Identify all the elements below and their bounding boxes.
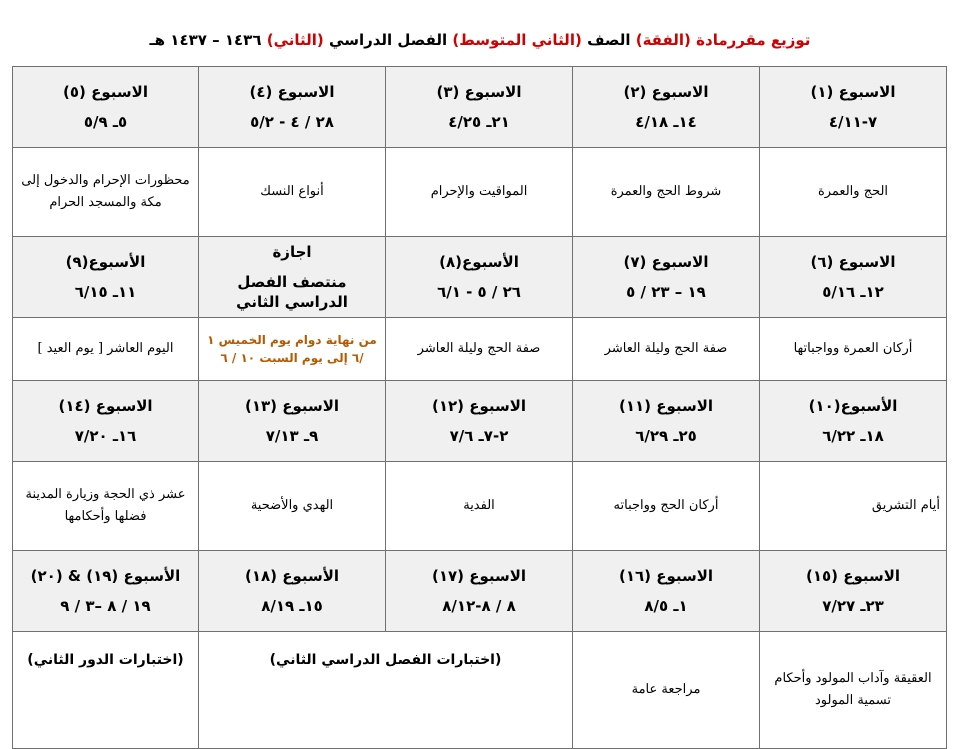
topic-cell: [573, 632, 760, 749]
week-date: ٢٦ / ٥ - ٦/١: [437, 283, 521, 301]
topic-text: الهدي والأضحية: [250, 498, 334, 513]
week-date: ١٥ـ ٨/١٩: [261, 597, 323, 615]
week-cell: [386, 237, 573, 318]
week-date: ٧-٤/١١: [828, 113, 878, 131]
week-date: ١٢ـ ٥/١٦: [822, 283, 884, 301]
title-part-3: الصف: [587, 31, 631, 49]
topic-cell: [573, 462, 760, 551]
week-cell: [199, 551, 386, 632]
topic-text: أنواع النسك: [260, 184, 324, 199]
topic-row: [13, 632, 947, 749]
topic-text: العقيقة وآداب المولود وأحكام تسمية المولود: [774, 671, 932, 708]
week-cell: [13, 237, 199, 318]
page-title: [0, 30, 960, 50]
week-label: الاسبوع (١٦): [618, 567, 714, 585]
title-part-4: (الثاني المتوسط): [452, 31, 582, 49]
week-cell: [386, 381, 573, 462]
week-label: الاسبوع (١٥): [805, 567, 901, 585]
week-cell: [573, 551, 760, 632]
topic-cell: [760, 462, 947, 551]
topic-cell: [13, 462, 199, 551]
week-date: ١١ـ ٦/١٥: [74, 283, 137, 301]
topic-text: محظورات الإحرام والدخول إلى مكة والمسجد الحرام: [21, 173, 190, 210]
topic-text: صفة الحج وليلة العاشر: [417, 341, 541, 356]
topic-cell: [386, 318, 573, 381]
week-date: ٢-٧ـ ٧/٦: [449, 427, 509, 445]
topic-cell: [13, 318, 199, 381]
week-cell: [386, 67, 573, 148]
topic-cell: [573, 318, 760, 381]
topic-cell: [760, 148, 947, 237]
week-label: الاسبوع (٦): [810, 253, 896, 271]
week-date: ١٩ – ٢٣ / ٥: [626, 283, 706, 301]
week-row: [13, 67, 947, 148]
week-cell: [760, 551, 947, 632]
exam-text: (اختبارات الدور الثاني): [27, 652, 184, 668]
topic-cell: [760, 632, 947, 749]
week-label: الأسبوع (١٨): [244, 567, 340, 585]
week-label: الاسبوع (٣): [436, 83, 522, 101]
week-label: الأسبوع(٩): [65, 253, 146, 271]
title-part-2: (الفقة): [635, 31, 691, 49]
week-date: ٢٨ / ٤ - ٥/٢: [250, 113, 334, 131]
topic-text: الحج والعمرة: [817, 184, 889, 199]
week-label: الاسبوع (٤): [249, 83, 335, 101]
topic-cell: [386, 462, 573, 551]
week-label: الأسبوع (١٩) & (٢٠): [30, 567, 181, 585]
week-cell: [573, 237, 760, 318]
week-label: الاسبوع (١٢): [431, 397, 527, 415]
week-cell: [13, 67, 199, 148]
exam-cell: [13, 632, 199, 749]
topic-cell: [13, 148, 199, 237]
week-cell: [760, 381, 947, 462]
week-label: الاسبوع (٢): [623, 83, 709, 101]
week-date: ٩ـ ٧/١٣: [265, 427, 319, 445]
week-label: الاسبوع (٧): [623, 253, 709, 271]
topic-text: صفة الحج وليلة العاشر: [604, 341, 728, 356]
week-date: ١٤ـ ٤/١٨: [635, 113, 697, 131]
title-part-7: ١٤٣٦ – ١٤٣٧ هـ: [149, 31, 262, 49]
topic-cell: [760, 318, 947, 381]
holiday-note: من نهاية دوام يوم الخميس ١ /٦ إلى يوم السبت ١٠ / ٦: [207, 333, 377, 365]
holiday-title: منتصف الفصل الدراسي الثاني: [236, 273, 348, 311]
topic-text: عشر ذي الحجة وزيارة المدينة فضلها وأحكامها: [25, 487, 186, 524]
topic-text: أركان العمرة وواجباتها: [793, 341, 913, 356]
week-label: الاسبوع (١): [810, 83, 896, 101]
week-label: الاسبوع (٥): [63, 83, 148, 101]
topic-cell: [199, 462, 386, 551]
title-part-1: توزيع مقررمادة: [696, 31, 811, 49]
week-date: ٥ـ ٥/٩: [83, 113, 128, 131]
title-part-5: الفصل الدراسي: [329, 31, 448, 49]
topic-text: اليوم العاشر [ يوم العيد ]: [37, 341, 174, 356]
exam-cell: [199, 632, 573, 749]
holiday-cell: [199, 237, 386, 318]
week-cell: [760, 67, 947, 148]
week-date: ٢٣ـ ٧/٢٧: [822, 597, 884, 615]
week-date: ٢١ـ ٤/٢٥: [448, 113, 510, 131]
week-date: ١٨ـ ٦/٢٢: [822, 427, 884, 445]
week-cell: [13, 551, 199, 632]
week-date: ١٦ـ ٧/٢٠: [74, 427, 137, 445]
topic-cell: [573, 148, 760, 237]
topic-text: مراجعة عامة: [631, 682, 701, 697]
week-date: ١٩ / ٨ –٣ / ٩: [60, 597, 151, 615]
holiday-label: اجازة: [272, 243, 312, 261]
week-label: الاسبوع (١٧): [431, 567, 527, 585]
week-row: [13, 381, 947, 462]
topic-cell: [386, 148, 573, 237]
topic-text: الفدية: [463, 498, 495, 513]
title-part-6: (الثاني): [266, 31, 324, 49]
topic-text: أركان الحج وواجباته: [613, 498, 719, 513]
week-label: الاسبوع (١٤): [58, 397, 153, 415]
week-cell: [199, 67, 386, 148]
week-cell: [199, 381, 386, 462]
week-label: الاسبوع (١٣): [244, 397, 340, 415]
week-label: الأسبوع(١٠): [808, 397, 898, 415]
topic-row: [13, 462, 947, 551]
week-cell: [573, 67, 760, 148]
week-cell: [573, 381, 760, 462]
topic-text: المواقيت والإحرام: [430, 184, 528, 199]
exam-text: (اختبارات الفصل الدراسي الثاني): [269, 652, 502, 668]
schedule-table: [12, 66, 947, 749]
week-label: الأسبوع(٨): [439, 253, 519, 271]
week-date: ٢٥ـ ٦/٢٩: [635, 427, 697, 445]
week-cell: [13, 381, 199, 462]
week-row: [13, 551, 947, 632]
topic-cell: [199, 148, 386, 237]
topic-text: شروط الحج والعمرة: [610, 184, 722, 199]
week-row: [13, 237, 947, 318]
week-cell: [760, 237, 947, 318]
topic-row: [13, 148, 947, 237]
week-date: ١ـ ٨/٥: [644, 597, 688, 615]
week-label: الاسبوع (١١): [618, 397, 714, 415]
holiday-note-cell: [199, 318, 386, 381]
week-date: ٨ / ٨-٨/١٢: [442, 597, 516, 615]
week-cell: [386, 551, 573, 632]
topic-text: أيام التشريق: [871, 498, 940, 513]
topic-row: [13, 318, 947, 381]
